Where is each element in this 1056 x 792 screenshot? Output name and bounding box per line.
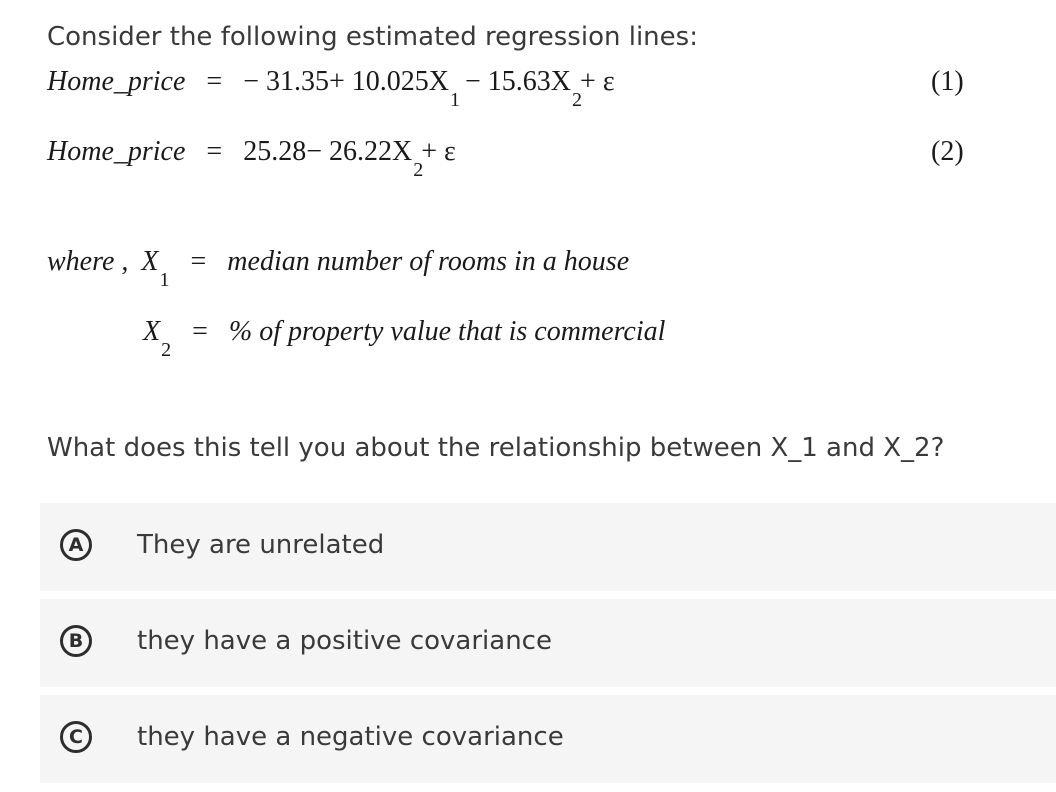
option-b-letter-badge: B	[60, 625, 92, 657]
equation-2-sub-1: 2	[413, 159, 424, 181]
definition-x1-var: X	[141, 246, 159, 277]
definition-x2	[143, 316, 666, 361]
equation-1-sub-1: 1	[450, 89, 461, 111]
definition-x1-equals: =	[190, 246, 207, 277]
equation-2-term-1: 25.28− 26.22X	[243, 136, 413, 167]
equation-1	[47, 66, 615, 111]
equation-1-lhs: Home_price	[47, 66, 186, 97]
equation-2-equals: =	[206, 136, 223, 167]
option-c-label: they have a negative covariance	[137, 722, 564, 752]
definition-x1-description: median number of rooms in a house	[227, 246, 630, 277]
option-a[interactable]	[40, 503, 1056, 591]
intro-text: Consider the following estimated regression lines:	[47, 22, 698, 52]
option-b-label: they have a positive covariance	[137, 626, 552, 656]
definition-x2-sub: 2	[161, 339, 172, 361]
equation-2-term-2: + ε	[421, 136, 456, 167]
equation-1-number: (1)	[931, 66, 964, 97]
option-a-label: They are unrelated	[137, 530, 385, 560]
option-c-letter-badge: C	[60, 721, 92, 753]
question-text: What does this tell you about the relationship between X_1 and X_2?	[47, 433, 945, 463]
equation-1-equals: =	[206, 66, 223, 97]
definition-x2-description: % of property value that is commercial	[228, 316, 666, 347]
equation-2	[47, 136, 456, 181]
definition-x1-sub: 1	[159, 269, 170, 291]
option-a-letter-badge: A	[60, 529, 92, 561]
option-c[interactable]	[40, 695, 1056, 783]
definition-x2-var: X	[143, 316, 161, 347]
definition-x2-equals: =	[192, 316, 208, 347]
equation-1-term-3: + ε	[580, 66, 615, 97]
option-b[interactable]	[40, 599, 1056, 687]
equation-2-lhs: Home_price	[47, 136, 186, 167]
definition-where: where ,	[47, 246, 129, 277]
equation-1-term-1: − 31.35+ 10.025X	[243, 66, 450, 97]
equation-1-sub-2: 2	[572, 89, 583, 111]
equation-1-term-2: − 15.63X	[465, 66, 572, 97]
definition-x1	[47, 246, 630, 291]
equation-2-number: (2)	[931, 136, 964, 167]
